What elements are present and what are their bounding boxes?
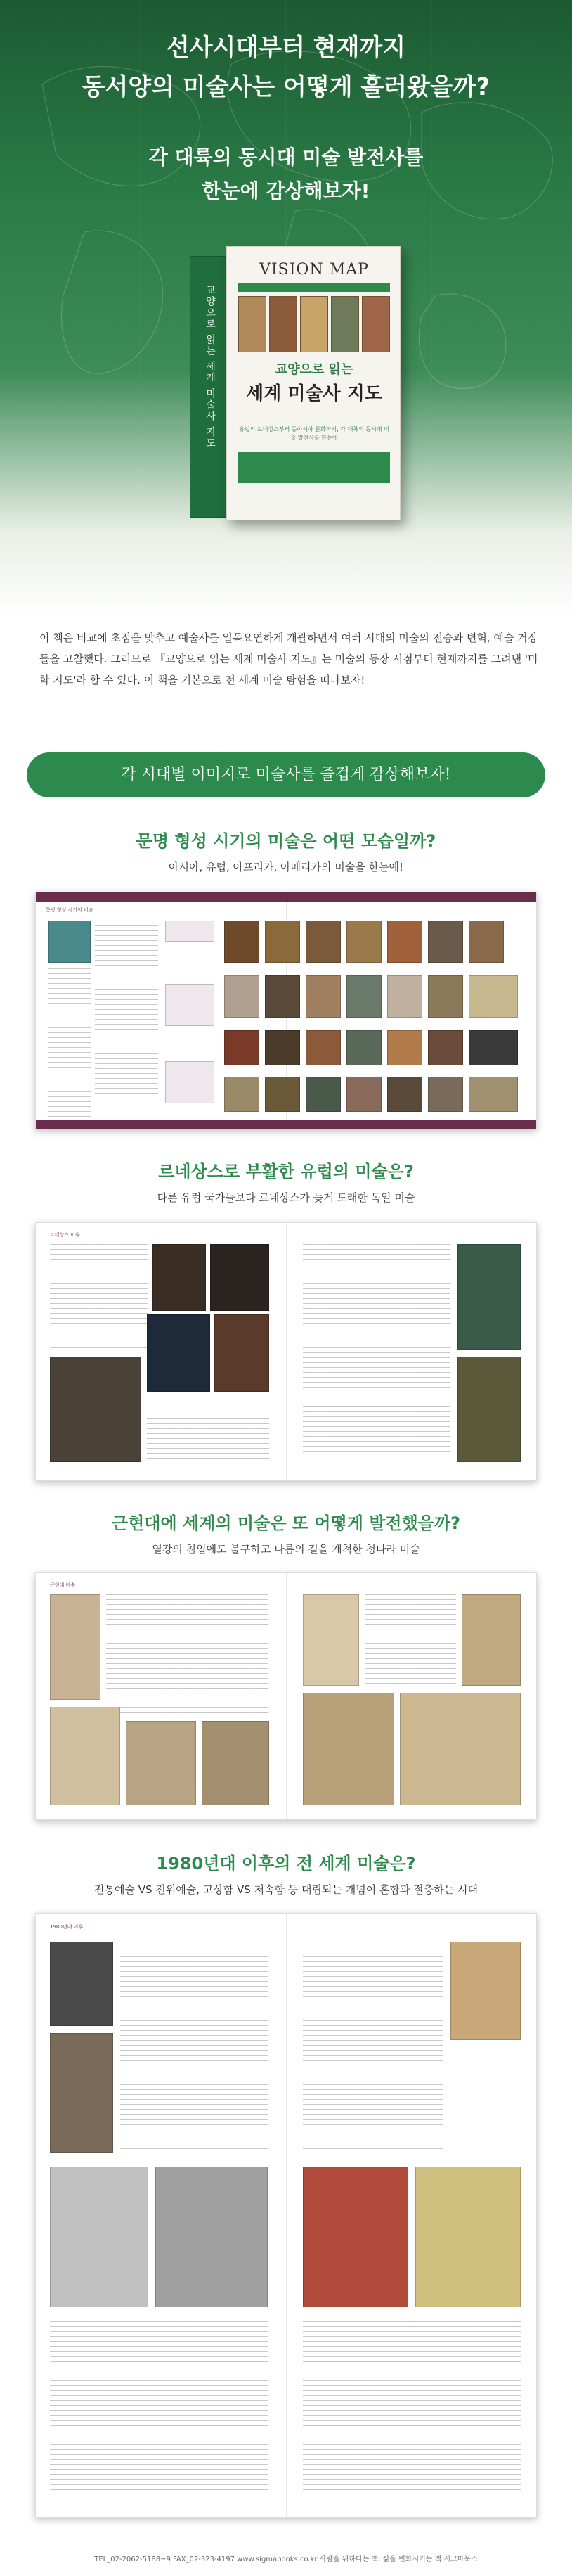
book-spread-image — [35, 1572, 537, 1820]
artifact-image — [428, 921, 463, 963]
artifact-image — [387, 1077, 422, 1112]
text-block — [303, 1942, 443, 2153]
book-spread-image — [35, 1222, 537, 1481]
highlight-box — [165, 921, 214, 942]
artifact-image — [428, 975, 463, 1018]
artifact-image — [306, 1077, 341, 1112]
artifact-image — [306, 921, 341, 963]
text-block — [120, 1942, 268, 2153]
artifact-image — [265, 1077, 300, 1112]
hero-sub-line2: 한눈에 감상해보자! — [202, 179, 370, 203]
artifact-image — [387, 921, 422, 963]
hero-title — [0, 28, 572, 107]
book-brand: VISION MAP — [259, 261, 369, 278]
hero-section — [0, 0, 572, 619]
text-block — [106, 1594, 268, 1714]
text-block — [50, 2321, 268, 2497]
highlight-box — [165, 984, 214, 1026]
section-subtitle: 전통예술 VS 전위예술, 고상함 VS 저속함 등 대립되는 개념이 혼합과 절충하는 시대 — [94, 1883, 478, 1896]
artifact-image — [265, 921, 300, 963]
artifact-image — [265, 975, 300, 1018]
painting-image — [50, 1707, 120, 1805]
spread-fold — [286, 1573, 287, 1819]
section-banner: 각 시대별 이미지로 미술사를 즐겁게 감상해보자! — [27, 752, 545, 797]
artifact-image — [469, 975, 518, 1018]
hero-subtitle — [0, 141, 572, 208]
book-spread-image — [35, 892, 537, 1129]
artifact-image — [224, 921, 259, 963]
text-block — [95, 921, 158, 1117]
text-block — [50, 1244, 148, 1350]
painting-image — [202, 1721, 269, 1805]
spread-heading: 근현대 미술 — [50, 1582, 76, 1588]
section-subtitle: 열강의 침입에도 불구하고 나름의 길을 개척한 청나라 미술 — [152, 1543, 420, 1556]
book-spine — [190, 256, 226, 518]
hero-title-line2: 동서양의 미술사는 어떻게 흘러왔을까? — [82, 73, 490, 101]
artifact-image — [428, 1030, 463, 1065]
highlight-box — [165, 1061, 214, 1103]
spread-fold — [286, 1223, 287, 1480]
artifact-image — [387, 975, 422, 1018]
text-block — [303, 2321, 521, 2497]
artifact-image — [346, 975, 382, 1018]
publisher-footer: TEL_02-2062-5188~9 FAX_02-323-4197 www.sigmabooks.co.kr 사람을 위하다는 책, 삶을 변화시키는 책 시그마북스 — [94, 2556, 478, 2563]
painting-image — [303, 1594, 359, 1686]
cover-bottom-band — [238, 452, 390, 483]
section-title: 1980년대 이후의 전 세계 미술은? — [156, 1854, 416, 1873]
hero-sub-line1: 각 대륙의 동시대 미술 발전사를 — [148, 146, 424, 169]
artifact-image — [346, 1077, 382, 1112]
painting-image — [50, 1357, 141, 1462]
painting-image — [126, 1721, 196, 1805]
painting-image — [210, 1244, 269, 1311]
artifact-image — [387, 1030, 422, 1065]
artwork-image — [450, 1942, 521, 2040]
cover-artwork — [238, 296, 266, 352]
text-block — [48, 968, 91, 1117]
cover-artwork-strip — [238, 296, 390, 352]
intro-paragraph: 이 책은 비교에 초점을 맞추고 예술사를 일목요연하게 개괄하면서 여러 시대의 미술의 전승과 변혁, 예술 거장들을 고찰했다. 그리므로 『교양으로 읽는 세계 미술사 지도』는 미술의 등장 시점부터 현재까지를 그려낸 '미학 지도'라 할 수 있다. 이 책을 기본으로 전 세계 미술 탐험을 떠나보자! — [39, 632, 538, 686]
artwork-image — [50, 2167, 148, 2307]
section-subtitle: 다른 유럽 국가들보다 르네상스가 늦게 도래한 독일 미술 — [157, 1191, 415, 1204]
text-block — [147, 1399, 269, 1462]
spread-footer-bar — [36, 1120, 537, 1129]
spread-heading: 1980년대 이후 — [50, 1924, 84, 1930]
section-title: 문명 형성 시기의 미술은 어떤 모습일까? — [136, 831, 436, 851]
book-title-small: 교양으로 읽는 — [275, 362, 353, 377]
artifact-image — [346, 921, 382, 963]
cover-artwork — [362, 296, 390, 352]
painting-image — [152, 1244, 206, 1311]
painting-image — [457, 1244, 521, 1350]
section-subtitle: 아시아, 유럽, 아프리카, 아메리카의 미술을 한눈에! — [169, 861, 403, 873]
book-description: 유럽의 르네상스부터 동아시아 문화까지, 각 대륙의 동시대 미술 발전사를 한눈에 — [239, 426, 389, 441]
spread-heading: 르네상스 미술 — [50, 1232, 80, 1238]
book-title-large: 세계 미술사 지도 — [246, 383, 382, 404]
artifact-image — [346, 1030, 382, 1065]
painting-image — [462, 1594, 521, 1686]
artifact-image — [224, 1030, 259, 1065]
artwork-image — [50, 1942, 113, 2026]
cover-green-strip — [238, 283, 390, 292]
artifact-image — [224, 1077, 259, 1112]
artifact-image — [306, 1030, 341, 1065]
spread-fold — [286, 1914, 287, 2517]
artifact-image — [469, 1077, 518, 1112]
painting-image — [303, 1693, 394, 1805]
text-block — [303, 1244, 450, 1462]
cover-artwork — [300, 296, 328, 352]
spread-heading: 문명 형성 시기의 미술 — [46, 907, 93, 913]
painting-image — [400, 1693, 521, 1805]
artwork-image — [50, 2033, 113, 2153]
cover-artwork — [331, 296, 359, 352]
book-cover — [226, 246, 401, 520]
painting-image — [147, 1314, 210, 1392]
hero-title-line1: 선사시대부터 현재까지 — [166, 34, 406, 62]
book-spine-text: 교양으로 읽는 세계 미술사 지도 — [204, 285, 216, 449]
artifact-image — [306, 975, 341, 1018]
section-title: 르네상스로 부활한 유럽의 미술은? — [158, 1162, 414, 1181]
artwork-image — [415, 2167, 521, 2307]
painting-image — [50, 1594, 100, 1700]
artifact-image — [48, 921, 91, 963]
cover-artwork — [269, 296, 297, 352]
artwork-image — [303, 2167, 408, 2307]
artifact-image — [469, 921, 504, 963]
artifact-image — [224, 975, 259, 1018]
artifact-image — [265, 1030, 300, 1065]
book-spread-image — [35, 1913, 537, 2518]
painting-image — [457, 1357, 521, 1462]
painting-image — [214, 1314, 269, 1392]
text-block — [365, 1594, 456, 1686]
artwork-image — [155, 2167, 268, 2307]
section-title: 근현대에 세계의 미술은 또 어떻게 발전했을까? — [111, 1513, 461, 1533]
artifact-image — [469, 1030, 518, 1065]
book-image — [190, 246, 401, 520]
artifact-image — [428, 1077, 463, 1112]
